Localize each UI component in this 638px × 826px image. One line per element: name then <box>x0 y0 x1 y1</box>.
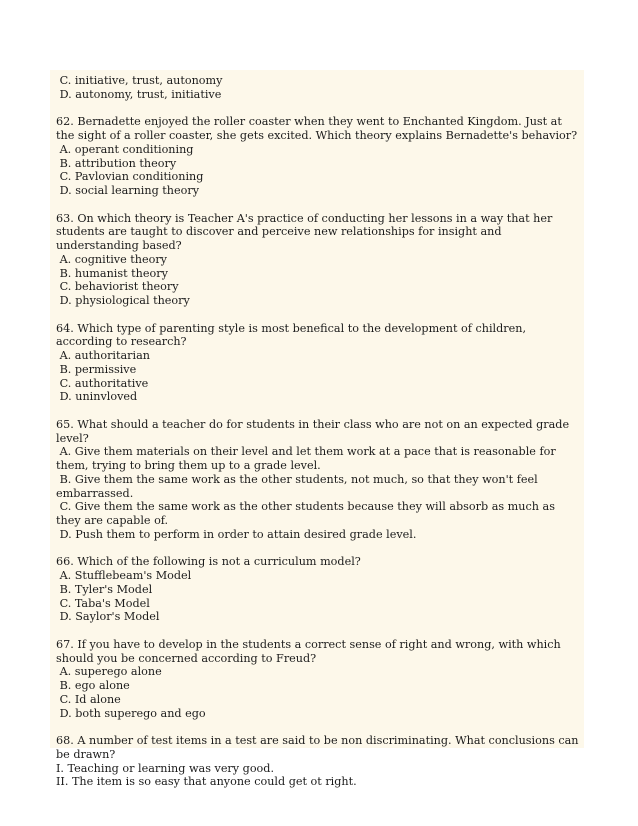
question-block-68 <box>56 734 583 789</box>
option-d: D. social learning theory <box>56 184 200 197</box>
option-b: B. ego alone <box>56 679 130 692</box>
option-b: B. attribution theory <box>56 156 177 170</box>
question-text: 62. Bernadette enjoyed the roller coaster when they went to Enchanted Kingdom. Just at the sight of a roller coaster, she gets excited. Which theory explains Bernadette's behavior? <box>56 115 578 142</box>
option-c: C. initiative, trust, autonomy <box>56 74 223 87</box>
option-d: D. Push them to perform in order to attain desired grade level. <box>56 527 417 541</box>
question-block-61-tail <box>56 74 580 102</box>
question-block-65 <box>56 418 580 542</box>
option-a: A. cognitive theory <box>56 252 167 266</box>
option-b: B. permissive <box>56 362 137 376</box>
question-block-62 <box>56 115 580 198</box>
question-block-63 <box>56 212 580 308</box>
option-d: D. Saylor's Model <box>56 610 160 624</box>
option-c: C. authoritative <box>56 376 149 390</box>
option-d: D. physiological theory <box>56 294 190 307</box>
question-text: 66. Which of the following is not a curriculum model? <box>56 555 361 569</box>
question-text: 67. If you have to develop in the students a correct sense of right and wrong, with which should you be concerned according to Freud? <box>56 637 565 665</box>
question-block-66 <box>56 555 580 624</box>
option-c: C. Pavlovian conditioning <box>56 170 204 184</box>
question-text: 68. A number of test items in a test are said to be non discriminating. What conclusions can be drawn? <box>56 734 583 761</box>
option-b: B. Give them the same work as the other students, not much, so that they won't feel embarrassed. <box>56 472 542 500</box>
option-d: D. both superego and ego <box>56 706 206 720</box>
option-a: A. Give them materials on their level and let them work at a pace that is reasonable for them, trying to bring them up to a grade level. <box>56 445 560 472</box>
option-a: A. authoritarian <box>56 349 150 362</box>
question-block-64 <box>56 322 580 405</box>
option-b: B. humanist theory <box>56 266 168 280</box>
option-c: C. Give them the same work as the other students because they will absorb as much as they are capable of. <box>56 500 559 527</box>
option-d: D. uninvloved <box>56 390 138 404</box>
option-d: D. autonomy, trust, initiative <box>56 87 222 101</box>
option-a: A. operant conditioning <box>56 142 194 156</box>
statement-i: I. Teaching or learning was very good. <box>56 761 275 775</box>
option-b: B. Tyler's Model <box>56 582 153 596</box>
question-text: 64. Which type of parenting style is most benefical to the development of children, according to research? <box>56 321 530 349</box>
option-a: A. Stufflebeam's Model <box>56 569 192 582</box>
question-text: 63. On which theory is Teacher A's practice of conducting her lessons in a way that her students are taught to discover and perceive new relationships for insight and understanding based? <box>56 211 556 252</box>
document-page <box>50 70 584 789</box>
option-c: C. behaviorist theory <box>56 280 179 294</box>
statement-ii: II. The item is so easy that anyone could get ot right. <box>56 775 357 789</box>
question-text: 65. What should a teacher do for students in their class who are not on an expected grade level? <box>56 417 573 445</box>
option-c: C. Taba's Model <box>56 596 150 610</box>
option-c: C. Id alone <box>56 692 121 706</box>
option-a: A. superego alone <box>56 665 162 679</box>
question-block-67 <box>56 638 580 721</box>
